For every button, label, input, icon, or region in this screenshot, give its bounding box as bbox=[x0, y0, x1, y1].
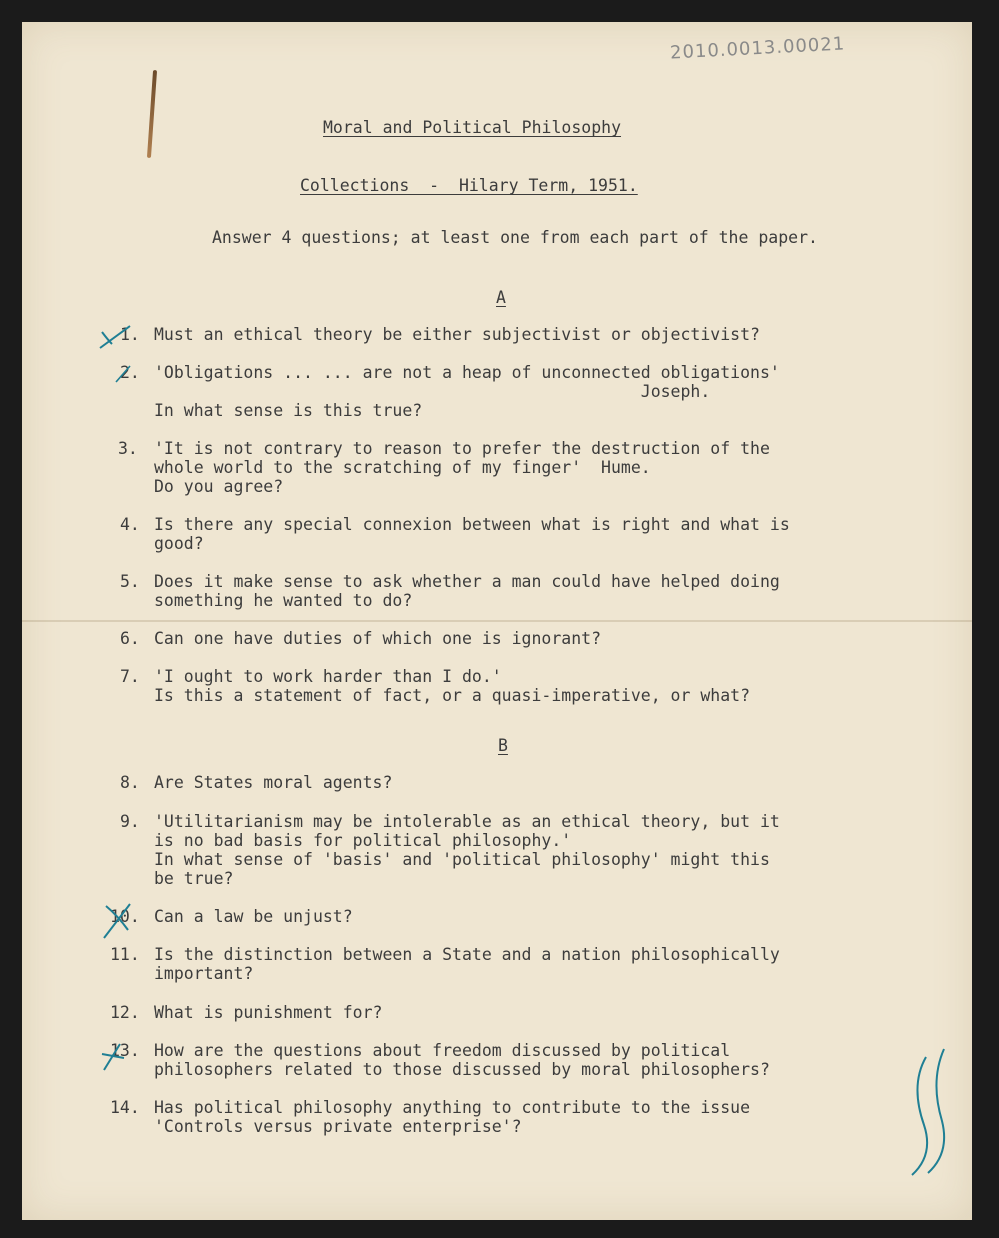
page-subtitle: Collections - Hilary Term, 1951. bbox=[300, 176, 638, 195]
question-number: 2. bbox=[120, 363, 140, 382]
pen-check-mark bbox=[96, 322, 136, 352]
question-number: 11. bbox=[110, 945, 140, 964]
accession-number: 2010.0013.00021 bbox=[669, 33, 846, 64]
question-number: 10. bbox=[110, 907, 140, 926]
question-line: 'It is not contrary to reason to prefer the destruction of the bbox=[154, 439, 770, 458]
question-line: What is punishment for? bbox=[154, 1003, 383, 1022]
question-number: 7. bbox=[120, 667, 140, 686]
question-line: Can a law be unjust? bbox=[154, 907, 353, 926]
page-title: Moral and Political Philosophy bbox=[323, 118, 622, 137]
question-line: important? bbox=[154, 964, 254, 983]
instructions: Answer 4 questions; at least one from each part of the paper. bbox=[212, 228, 818, 247]
question-line: Does it make sense to ask whether a man could have helped doing bbox=[154, 572, 780, 591]
question-line: Can one have duties of which one is ignorant? bbox=[154, 629, 602, 648]
question-number: 4. bbox=[120, 515, 140, 534]
question-number: 13. bbox=[110, 1041, 140, 1060]
question-line: In what sense of 'basis' and 'political philosophy' might this bbox=[154, 850, 770, 869]
question-line: Must an ethical theory be either subjectivist or objectivist? bbox=[154, 325, 760, 344]
question-line: 'I ought to work harder than I do.' bbox=[154, 667, 502, 686]
question-line: whole world to the scratching of my finger' Hume. bbox=[154, 458, 651, 477]
question-line: good? bbox=[154, 534, 204, 553]
question-number: 14. bbox=[110, 1098, 140, 1117]
question-line: something he wanted to do? bbox=[154, 591, 413, 610]
question-line: philosophers related to those discussed by moral philosophers? bbox=[154, 1060, 770, 1079]
question-line: 'Utilitarianism may be intolerable as an ethical theory, but it bbox=[154, 812, 780, 831]
question-line: Do you agree? bbox=[154, 477, 284, 496]
question-number: 12. bbox=[110, 1003, 140, 1022]
pen-cross-mark bbox=[98, 1040, 128, 1074]
question-number: 9. bbox=[120, 812, 140, 831]
paper-fold bbox=[22, 620, 972, 622]
question-number: 8. bbox=[120, 773, 140, 792]
question-number: 1. bbox=[120, 325, 140, 344]
pen-cross-mark bbox=[100, 900, 136, 942]
section-a-label: A bbox=[496, 288, 506, 307]
question-number: 6. bbox=[120, 629, 140, 648]
staple-mark bbox=[147, 70, 157, 158]
question-line: Is there any special connexion between what is right and what is bbox=[154, 515, 790, 534]
question-number: 5. bbox=[120, 572, 140, 591]
question-line: In what sense is this true? bbox=[154, 401, 423, 420]
question-line: 'Obligations ... ... are not a heap of unconnected obligations' bbox=[154, 363, 780, 382]
pen-bracket-mark bbox=[890, 1045, 960, 1185]
question-line: Joseph. bbox=[154, 382, 711, 401]
question-line: is no bad basis for political philosophy.' bbox=[154, 831, 572, 850]
question-line: Is this a statement of fact, or a quasi-imperative, or what? bbox=[154, 686, 751, 705]
question-line: Are States moral agents? bbox=[154, 773, 393, 792]
question-line: Is the distinction between a State and a nation philosophically bbox=[154, 945, 780, 964]
question-line: How are the questions about freedom discussed by political bbox=[154, 1041, 731, 1060]
pen-tick-mark bbox=[112, 362, 136, 386]
question-line: Has political philosophy anything to contribute to the issue bbox=[154, 1098, 751, 1117]
question-line: 'Controls versus private enterprise'? bbox=[154, 1117, 522, 1136]
section-b-label: B bbox=[498, 736, 508, 755]
question-line: be true? bbox=[154, 869, 234, 888]
question-number: 3. bbox=[118, 439, 138, 458]
